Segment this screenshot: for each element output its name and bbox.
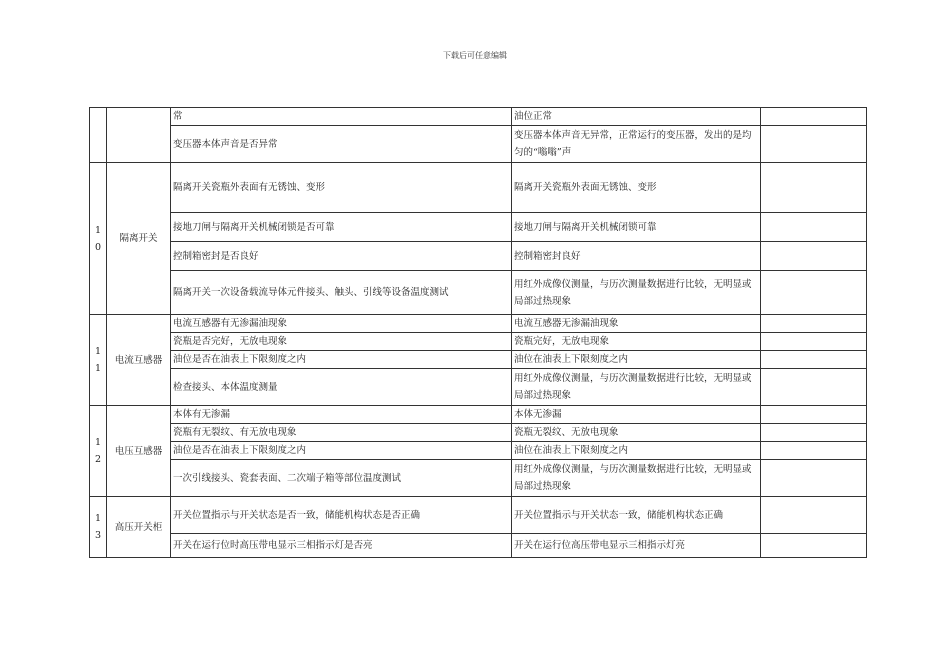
- note-cell: [761, 369, 867, 406]
- table-row: [90, 406, 867, 424]
- table-row: [90, 271, 867, 315]
- table-row: [90, 369, 867, 406]
- standard-cell: 控制箱密封良好: [512, 242, 761, 271]
- equipment-name-cell: [107, 108, 171, 163]
- inspection-item-cell: 隔离开关一次设备载流导体元件接头、触头、引线等设备温度测试: [171, 271, 512, 315]
- note-cell: [761, 315, 867, 333]
- standard-cell: 电流互感器无渗漏油现象: [512, 315, 761, 333]
- group-number-cell: 12: [90, 406, 107, 497]
- table-row: [90, 242, 867, 271]
- equipment-name-cell: 高压开关柜: [107, 497, 171, 558]
- note-cell: [761, 534, 867, 558]
- note-cell: [761, 333, 867, 351]
- inspection-item-cell: 接地刀闸与隔离开关机械闭锁是否可靠: [171, 213, 512, 242]
- standard-cell: 变压器本体声音无异常，正常运行的变压器，发出的是均匀的“嗡嗡”声: [512, 126, 761, 163]
- inspection-item-cell: 油位是否在油表上下限刻度之内: [171, 351, 512, 369]
- table-row: [90, 460, 867, 497]
- table-row: [90, 315, 867, 333]
- standard-cell: 油位正常: [512, 108, 761, 126]
- standard-cell: 隔离开关瓷瓶外表面无锈蚀、变形: [512, 163, 761, 213]
- note-cell: [761, 442, 867, 460]
- standard-cell: 油位在油表上下限刻度之内: [512, 351, 761, 369]
- note-cell: [761, 242, 867, 271]
- group-number-cell: 10: [90, 163, 107, 315]
- inspection-item-cell: 变压器本体声音是否异常: [171, 126, 512, 163]
- table-row: [90, 534, 867, 558]
- standard-cell: 瓷瓶无裂纹、无放电现象: [512, 424, 761, 442]
- inspection-item-cell: 瓷瓶有无裂纹、有无放电现象: [171, 424, 512, 442]
- equipment-name-cell: 隔离开关: [107, 163, 171, 315]
- standard-cell: 本体无渗漏: [512, 406, 761, 424]
- table-row: [90, 108, 867, 126]
- inspection-item-cell: 本体有无渗漏: [171, 406, 512, 424]
- standard-cell: 用红外成像仪测量，与历次测量数据进行比较，无明显或局部过热现象: [512, 369, 761, 406]
- note-cell: [761, 163, 867, 213]
- note-cell: [761, 424, 867, 442]
- group-number-cell: 11: [90, 315, 107, 406]
- standard-cell: 油位在油表上下限刻度之内: [512, 442, 761, 460]
- standard-cell: 开关在运行位高压带电显示三相指示灯亮: [512, 534, 761, 558]
- note-cell: [761, 497, 867, 534]
- inspection-item-cell: 一次引线接头、瓷套表面、二次端子箱等部位温度测试: [171, 460, 512, 497]
- table-row: [90, 424, 867, 442]
- standard-cell: 用红外成像仪测量，与历次测量数据进行比较，无明显或局部过热现象: [512, 271, 761, 315]
- page-header: 下载后可任意编辑: [443, 51, 507, 60]
- table-row: [90, 213, 867, 242]
- table-row: [90, 497, 867, 534]
- inspection-item-cell: 开关在运行位时高压带电显示三相指示灯是否亮: [171, 534, 512, 558]
- note-cell: [761, 213, 867, 242]
- standard-cell: 瓷瓶完好，无放电现象: [512, 333, 761, 351]
- inspection-item-cell: 瓷瓶是否完好，无放电现象: [171, 333, 512, 351]
- note-cell: [761, 406, 867, 424]
- inspection-table: [89, 107, 867, 558]
- equipment-name-cell: 电流互感器: [107, 315, 171, 406]
- inspection-item-cell: 油位是否在油表上下限刻度之内: [171, 442, 512, 460]
- table-row: [90, 126, 867, 163]
- note-cell: [761, 108, 867, 126]
- inspection-item-cell: 隔离开关瓷瓶外表面有无锈蚀、变形: [171, 163, 512, 213]
- inspection-item-cell: 常: [171, 108, 512, 126]
- table-row: [90, 333, 867, 351]
- inspection-item-cell: 电流互感器有无渗漏油现象: [171, 315, 512, 333]
- note-cell: [761, 460, 867, 497]
- standard-cell: 接地刀闸与隔离开关机械闭锁可靠: [512, 213, 761, 242]
- group-number-cell: 13: [90, 497, 107, 558]
- inspection-item-cell: 控制箱密封是否良好: [171, 242, 512, 271]
- note-cell: [761, 271, 867, 315]
- note-cell: [761, 351, 867, 369]
- table-row: [90, 442, 867, 460]
- note-cell: [761, 126, 867, 163]
- table-row: [90, 163, 867, 213]
- table-row: [90, 351, 867, 369]
- equipment-name-cell: 电压互感器: [107, 406, 171, 497]
- inspection-item-cell: 检查接头、本体温度测量: [171, 369, 512, 406]
- group-number-cell: [90, 108, 107, 163]
- inspection-item-cell: 开关位置指示与开关状态是否一致，储能机构状态是否正确: [171, 497, 512, 534]
- standard-cell: 用红外成像仪测量，与历次测量数据进行比较，无明显或局部过热现象: [512, 460, 761, 497]
- standard-cell: 开关位置指示与开关状态一致，储能机构状态正确: [512, 497, 761, 534]
